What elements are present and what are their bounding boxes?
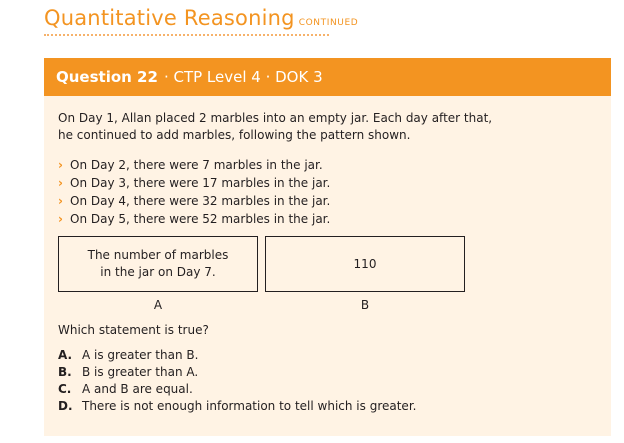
bullet-text: On Day 4, there were 32 marbles in the jar. xyxy=(70,194,331,208)
stem-line-1: On Day 1, Allan placed 2 marbles into an empty jar. Each day after that, xyxy=(58,111,493,125)
chevron-right-icon: › xyxy=(58,194,63,208)
stem-line-2: he continued to add marbles, following the pattern shown. xyxy=(58,128,411,142)
bullet-text: On Day 3, there were 17 marbles in the jar. xyxy=(70,176,331,190)
question-meta: · CTP Level 4 · DOK 3 xyxy=(163,68,323,86)
box-b xyxy=(265,236,465,292)
question-prompt: Which statement is true? xyxy=(58,323,209,337)
list-item xyxy=(58,156,598,174)
box-b-label: B xyxy=(360,298,370,312)
bullet-text: On Day 5, there were 52 marbles in the jar. xyxy=(70,212,331,226)
page-header xyxy=(44,6,359,36)
question-header-bar xyxy=(44,58,611,96)
choice-text: A is greater than B. xyxy=(82,348,199,362)
section-title xyxy=(44,6,359,30)
dotted-divider xyxy=(44,34,329,36)
choice-b[interactable] xyxy=(58,364,416,381)
pattern-list xyxy=(58,156,598,228)
choice-text: B is greater than A. xyxy=(82,365,199,379)
list-item xyxy=(58,192,598,210)
question-number: Question 22 xyxy=(56,68,158,86)
box-a-line-1: The number of marbles xyxy=(87,248,229,262)
choice-c[interactable] xyxy=(58,381,416,398)
chevron-right-icon: › xyxy=(58,212,63,226)
choice-letter: A. xyxy=(58,348,73,362)
section-subtitle: CONTINUED xyxy=(298,18,359,28)
answer-choices xyxy=(58,347,416,415)
list-item xyxy=(58,210,598,228)
question-stem xyxy=(58,110,598,228)
chevron-right-icon: › xyxy=(58,176,63,190)
comparison-boxes xyxy=(58,236,498,312)
question-panel xyxy=(44,58,611,436)
box-a-label: A xyxy=(153,298,163,312)
bullet-text: On Day 2, there were 7 marbles in the jar. xyxy=(70,158,323,172)
choice-letter: D. xyxy=(58,399,73,413)
choice-d[interactable] xyxy=(58,398,416,415)
box-a xyxy=(58,236,258,292)
choice-letter: B. xyxy=(58,365,72,379)
choice-a[interactable] xyxy=(58,347,416,364)
chevron-right-icon: › xyxy=(58,158,63,172)
section-title-text: Quantitative Reasoning xyxy=(44,6,295,30)
box-b-value: 110 xyxy=(353,256,377,271)
list-item xyxy=(58,174,598,192)
choice-text: A and B are equal. xyxy=(82,382,193,396)
choice-text: There is not enough information to tell which is greater. xyxy=(82,399,417,413)
choice-letter: C. xyxy=(58,382,72,396)
box-a-line-2: in the jar on Day 7. xyxy=(100,265,216,279)
